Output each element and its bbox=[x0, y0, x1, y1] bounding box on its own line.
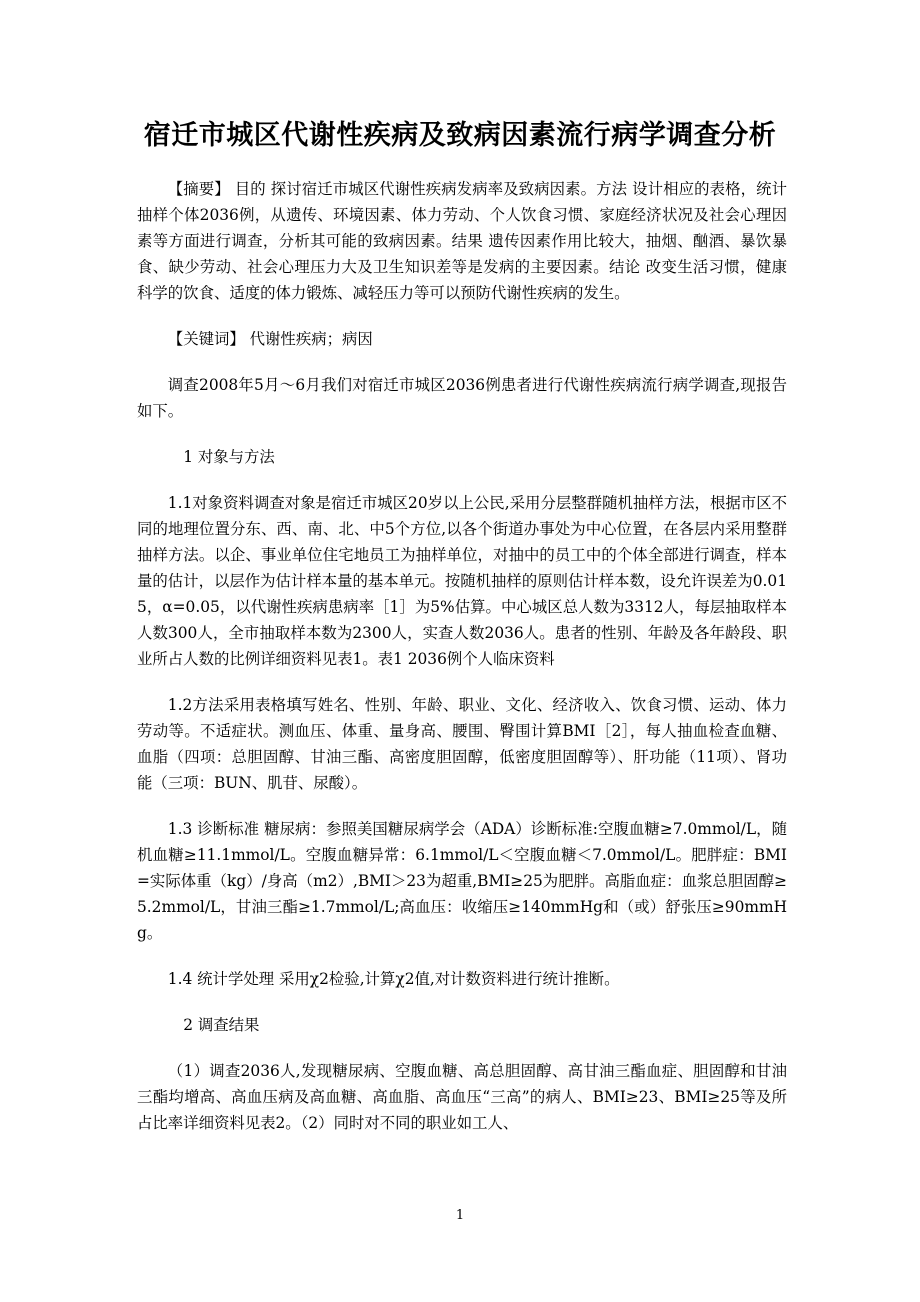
paper-title: 宿迁市城区代谢性疾病及致病因素流行病学调查分析 bbox=[143, 120, 777, 151]
paragraph-1-3: 1.3 诊断标准 糖尿病：参照美国糖尿病学会（ADA）诊断标准:空腹血糖≥7.0mmol/L，随机血糖≥11.1mmol/L。空腹血糖异常：6.1mmol/L＜空腹血糖＜7.0mmol/L。肥胖症：BMI=实际体重（kg）/身高（m2）,BMI＞23为超重,BMI≥25为肥胖。高脂血症：血浆总胆固醇≥5.2mmol/L，甘油三酯≥1.7mmol/L;高血压：收缩压≥140mmHg和（或）舒张压≥90mmHg。 bbox=[137, 820, 787, 942]
section-1-heading: 1 对象与方法 bbox=[183, 448, 275, 466]
abstract-paragraph: 【摘要】 目的 探讨宿迁市城区代谢性疾病发病率及致病因素。方法 设计相应的表格，统计抽样个体2036例，从遗传、环境因素、体力劳动、个人饮食习惯、家庭经济状况及社会心理因素等方面进行调查，分析其可能的致病因素。结果 遗传因素作用比较大，抽烟、酗酒、暴饮暴食、缺少劳动、社会心理压力大及卫生知识差等是发病的主要因素。结论 改变生活习惯，健康科学的饮食、适度的体力锻炼、减轻压力等可以预防代谢性疾病的发生。 bbox=[137, 180, 787, 302]
paragraph-2-1: （1）调查2036人,发现糖尿病、空腹血糖、高总胆固醇、高甘油三酯血症、胆固醇和甘油三酯均增高、高血压病及高血糖、高血脂、高血压“三高”的病人、BMI≥23、BMI≥25等及所占比率详细资料见表2。（2）同时对不同的职业如工人、 bbox=[137, 1062, 787, 1132]
paragraph-1-1: 1.1对象资料调查对象是宿迁市城区20岁以上公民,采用分层整群随机抽样方法，根据市区不同的地理位置分东、西、南、北、中5个方位,以各个街道办事处为中心位置，在各层内采用整群抽样方法。以企、事业单位住宅地员工为抽样单位，对抽中的员工中的个体全部进行调查，样本量的估计，以层作为估计样本量的基本单元。按随机抽样的原则估计样本数，设允许误差为0.015，α=0.05，以代谢性疾病患病率［1］为5%估算。中心城区总人数为3312人，每层抽取样本人数300人，全市抽取样本数为2300人，实查人数2036人。患者的性别、年龄及各年龄段、职业所占人数的比例详细资料见表1。表1 2036例个人临床资料 bbox=[137, 494, 787, 668]
intro-paragraph: 调查2008年5月～6月我们对宿迁市城区2036例患者进行代谢性疾病流行病学调查,现报告如下。 bbox=[137, 376, 787, 420]
paragraph-1-2: 1.2方法采用表格填写姓名、性别、年龄、职业、文化、经济收入、饮食习惯、运动、体力劳动等。不适症状。测血压、体重、量身高、腰围、臀围计算BMI［2］，每人抽血检查血糖、血脂（四项：总胆固醇、甘油三酯、高密度胆固醇，低密度胆固醇等）、肝功能（11项）、肾功能（三项：BUN、肌苷、尿酸）。 bbox=[137, 696, 787, 792]
keywords-paragraph: 【关键词】 代谢性疾病；病因 bbox=[167, 330, 373, 348]
section-2-heading: 2 调查结果 bbox=[183, 1016, 260, 1034]
paragraph-1-4: 1.4 统计学处理 采用χ2检验,计算χ2值,对计数资料进行统计推断。 bbox=[167, 970, 620, 988]
paper-body bbox=[137, 176, 787, 1136]
page-number: 1 bbox=[455, 1208, 465, 1223]
